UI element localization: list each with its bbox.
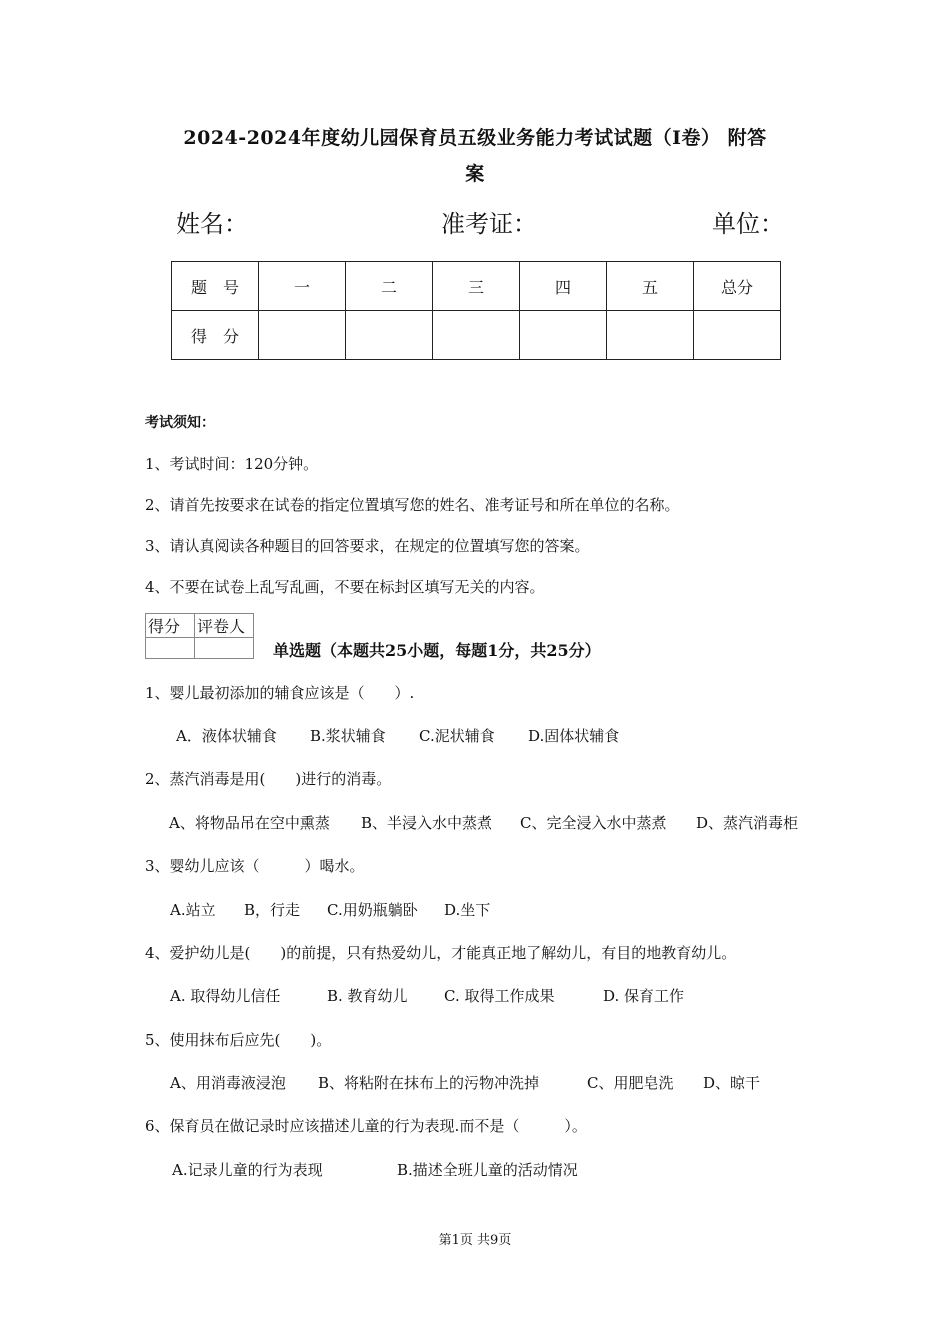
- score-table-score-row: [172, 311, 781, 360]
- score-table-column-header: 总分: [694, 262, 781, 311]
- question-option: A.站立: [170, 901, 216, 919]
- question-text: 1、婴儿最初添加的辅食应该是（ ）.: [145, 684, 415, 702]
- question-text: 5、使用抹布后应先( )。: [145, 1031, 332, 1049]
- section-title: 单选题（本题共25小题，每题1分，共25分）: [273, 641, 601, 660]
- score-cell: [607, 311, 694, 360]
- grader-score-cell: [146, 638, 195, 659]
- question-option: D.坐下: [444, 901, 491, 919]
- score-table-column-header: 二: [346, 262, 433, 311]
- document-title-line-2: 案: [465, 163, 485, 185]
- question-text: 2、蒸汽消毒是用( )进行的消毒。: [145, 770, 392, 788]
- question-text: 4、爱护幼儿是( )的前提，只有热爱幼儿，才能真正地了解幼儿，有目的地教育幼儿。: [145, 944, 737, 962]
- document-title-line-1: 2024-2024年度幼儿园保育员五级业务能力考试试题（I卷） 附答: [183, 127, 767, 149]
- score-table-row-label: 得 分: [172, 311, 259, 360]
- question-option: C.泥状辅食: [419, 727, 495, 745]
- question-option: C.用奶瓶躺卧: [327, 901, 418, 919]
- score-cell: [694, 311, 781, 360]
- question-option: A、将物品吊在空中熏蒸: [169, 814, 330, 832]
- question-option: D.固体状辅食: [528, 727, 620, 745]
- question-option: D、蒸汽消毒柜: [696, 814, 799, 832]
- question-option: C、完全浸入水中蒸煮: [520, 814, 667, 832]
- notice-item: 1、考试时间：120分钟。: [145, 455, 319, 473]
- grader-score-label: 得分: [146, 614, 195, 638]
- score-table-row-label: 题 号: [172, 262, 259, 311]
- notice-heading: 考试须知：: [145, 415, 215, 431]
- question-option: C、用肥皂洗: [587, 1074, 674, 1092]
- question-text: 3、婴幼儿应该（ ）喝水。: [145, 857, 365, 875]
- score-table: [171, 261, 781, 360]
- score-table-column-header: 一: [259, 262, 346, 311]
- grader-name-cell: [195, 638, 254, 659]
- question-option: B、半浸入水中蒸煮: [361, 814, 493, 832]
- score-cell: [433, 311, 520, 360]
- question-option: C. 取得工作成果: [444, 987, 555, 1005]
- question-option: D、晾干: [703, 1074, 761, 1092]
- question-option: A.记录儿童的行为表现: [172, 1161, 323, 1179]
- score-cell: [346, 311, 433, 360]
- grader-table: [145, 613, 254, 659]
- question-text: 6、保育员在做记录时应该描述儿童的行为表现.而不是（ ）。: [145, 1117, 587, 1135]
- question-option: B.描述全班儿童的活动情况: [397, 1161, 578, 1179]
- page-footer: 第1页 共9页: [438, 1233, 512, 1248]
- question-option: B. 教育幼儿: [327, 987, 408, 1005]
- notice-item: 4、不要在试卷上乱写乱画，不要在标封区填写无关的内容。: [145, 578, 545, 596]
- score-table-column-header: 四: [520, 262, 607, 311]
- notice-item: 3、请认真阅读各种题目的回答要求，在规定的位置填写您的答案。: [145, 537, 590, 555]
- score-table-column-header: 五: [607, 262, 694, 311]
- score-cell: [259, 311, 346, 360]
- score-table-header-row: [172, 262, 781, 311]
- question-option: B.浆状辅食: [310, 727, 386, 745]
- exam-id-field-label: 准考证：: [441, 210, 537, 238]
- grader-name-label: 评卷人: [195, 614, 254, 638]
- unit-field-label: 单位：: [712, 210, 784, 238]
- notice-item: 2、请首先按要求在试卷的指定位置填写您的姓名、准考证号和所在单位的名称。: [145, 496, 680, 514]
- question-option: B，行走: [244, 901, 301, 919]
- question-option: A、用消毒液浸泡: [170, 1074, 286, 1092]
- score-table-column-header: 三: [433, 262, 520, 311]
- score-cell: [520, 311, 607, 360]
- question-option: A. 取得幼儿信任: [170, 987, 281, 1005]
- question-option: D. 保育工作: [603, 987, 685, 1005]
- name-field-label: 姓名：: [176, 210, 248, 238]
- question-option: A．液体状辅食: [176, 727, 277, 745]
- question-option: B、将粘附在抹布上的污物冲洗掉: [318, 1074, 540, 1092]
